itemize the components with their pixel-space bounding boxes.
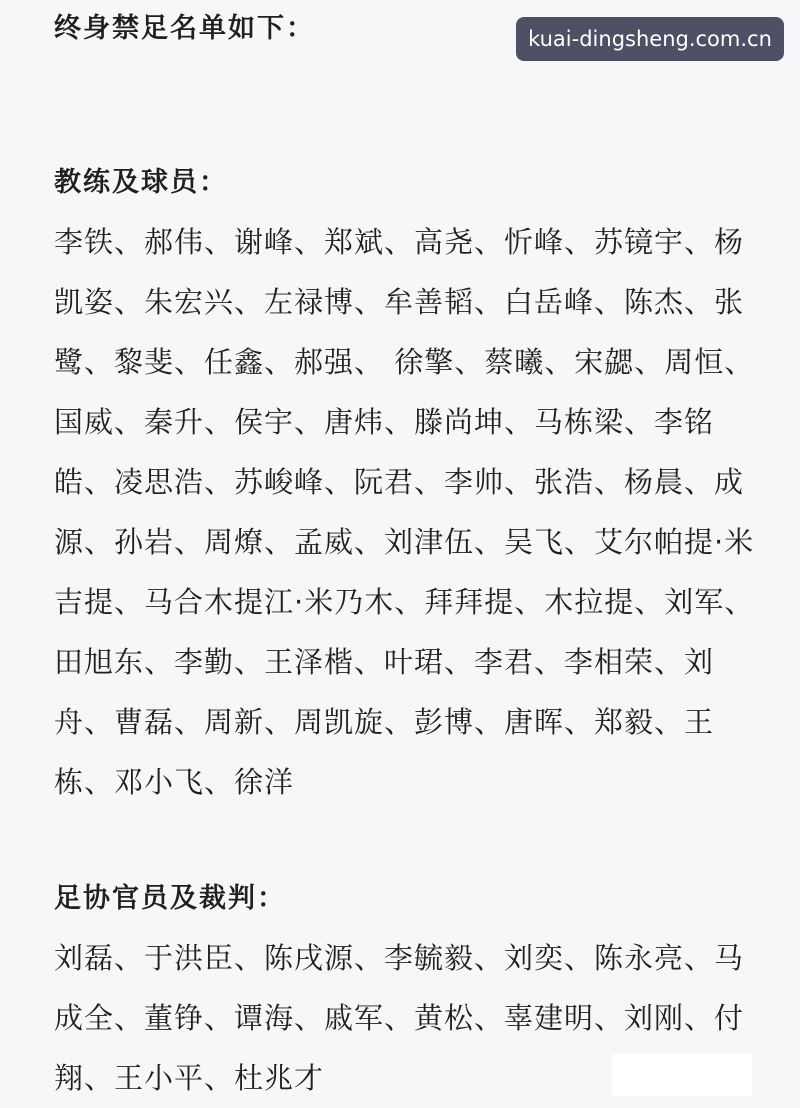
name-line: 翔、王小平、杜兆才 <box>54 1061 325 1095</box>
section-heading-coaches-players: 教练及球员： <box>54 167 228 198</box>
name-line: 李铁、郝伟、谢峰、郑斌、高尧、忻峰、苏镜宇、杨 <box>54 225 745 259</box>
name-line: 源、孙岩、周燎、孟威、刘津伍、吴飞、艾尔帕提·米 <box>54 525 755 559</box>
name-line: 舟、曹磊、周新、周凯旋、彭博、唐晖、郑毅、王 <box>54 705 715 739</box>
name-line: 栋、邓小飞、徐洋 <box>54 765 295 799</box>
name-line: 皓、凌思浩、苏峻峰、阮君、李帅、张浩、杨晨、成 <box>54 465 745 499</box>
name-line: 国威、秦升、侯宇、唐炜、滕尚坤、马栋梁、李铭 <box>54 405 715 439</box>
name-line: 成全、董铮、谭海、戚军、黄松、辜建明、刘刚、付 <box>54 1001 745 1035</box>
name-line: 凯姿、朱宏兴、左禄博、牟善韬、白岳峰、陈杰、张 <box>54 285 745 319</box>
section-heading-officials-referees: 足协官员及裁判： <box>54 883 286 914</box>
name-line: 刘磊、于洪臣、陈戌源、李毓毅、刘奕、陈永亮、马 <box>54 941 745 975</box>
name-line: 鹭、黎斐、任鑫、郝强、 徐擎、蔡曦、宋勰、周恒、 <box>54 345 755 379</box>
name-line: 田旭东、李勤、王泽楷、叶珺、李君、李相荣、刘 <box>54 645 715 679</box>
site-watermark: kuai-dingsheng.com.cn <box>516 17 784 61</box>
corner-white-patch <box>612 1054 752 1096</box>
coaches-players-name-list <box>54 212 794 812</box>
page-title: 终身禁足名单如下： <box>54 13 315 44</box>
name-line: 吉提、马合木提江·米乃木、拜拜提、木拉提、刘军、 <box>54 585 755 619</box>
